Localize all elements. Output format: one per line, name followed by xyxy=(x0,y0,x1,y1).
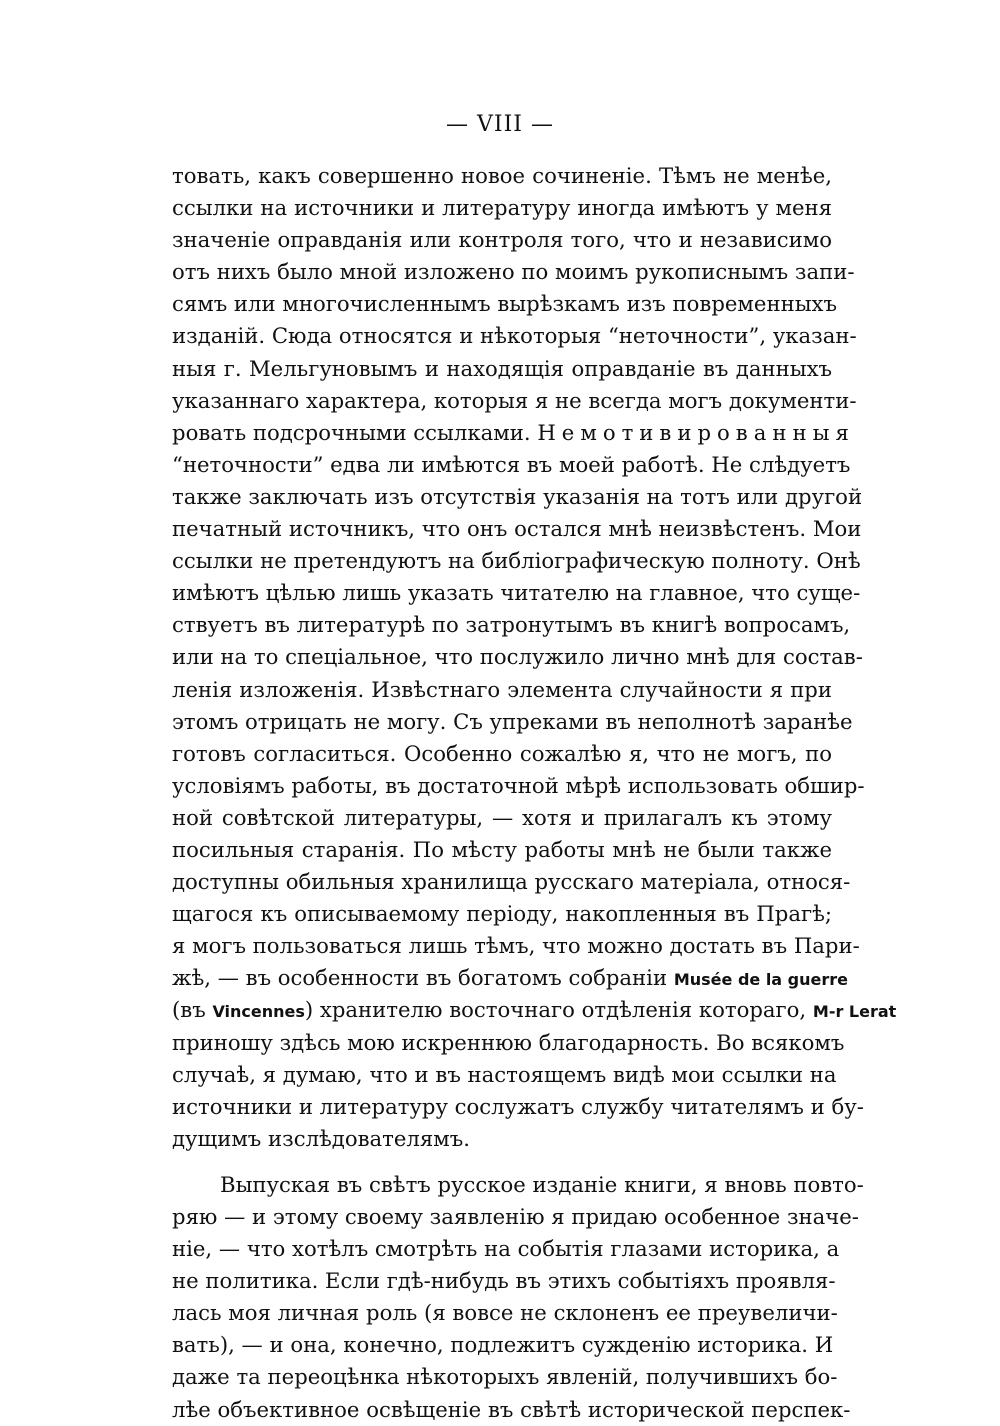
text-line: условіямъ работы, въ достаточной мѣрѣ использовать обшир- xyxy=(172,772,865,798)
body-text xyxy=(172,160,897,1426)
text-line: дущимъ изслѣдователямъ. xyxy=(172,1125,470,1151)
text-line: случаѣ, я думаю, что и въ настоящемъ видѣ мои ссылки на xyxy=(172,1061,837,1087)
text-line: “неточности” едва ли имѣются въ моей работѣ. Не слѣдуетъ xyxy=(172,451,851,477)
text-line: лась моя личная роль (я вовсе не склоненъ ее преувеличи- xyxy=(172,1300,838,1326)
text-line: указаннаго характера, которыя я не всегда могъ документи- xyxy=(172,387,857,413)
text-line xyxy=(172,962,848,994)
text-line xyxy=(172,994,897,1026)
text-line: товать, какъ совершенно новое сочиненіе. Тѣмъ не менѣе, xyxy=(172,163,832,188)
spaced-emphasis: Немотивированныя xyxy=(537,419,855,445)
text-line: ссылки не претендуютъ на библіографическую полноту. Онѣ xyxy=(172,548,861,574)
text-line: печатный источникъ, что онъ остался мнѣ неизвѣстенъ. Мои xyxy=(172,516,862,542)
text-line: не политика. Если гдѣ-нибудь въ этихъ событіяхъ проявля- xyxy=(172,1268,836,1294)
text-segment: ровать подсрочными ссылками. xyxy=(172,419,531,445)
text-line: приношу здѣсь мою искреннюю благодарность. Во всякомъ xyxy=(172,1029,845,1055)
text-segment: ) хранителю восточнаго отдѣленія котораго, xyxy=(304,997,807,1023)
text-line: щагося къ описываемому періоду, накопленныя въ Прагѣ; xyxy=(172,901,832,927)
paragraph-gap xyxy=(172,1155,832,1169)
latin-inline-text: M-r Lerat xyxy=(812,1002,897,1022)
text-segment: жѣ, — въ особенности въ богатомъ собраніи xyxy=(172,965,668,991)
text-line: посильныя старанія. По мѣсту работы мнѣ не были также xyxy=(172,836,832,862)
text-line: доступны обильныя хранилища русскаго матеріала, относя- xyxy=(172,869,851,895)
latin-inline-text: Musée de la guerre xyxy=(673,970,848,990)
text-line: ніе, — что хотѣлъ смотрѣть на событія глазами историка, а xyxy=(172,1236,840,1262)
text-line: лѣе объективное освѣщеніе въ свѣтѣ исторической перспек- xyxy=(172,1396,851,1422)
text-line: готовъ согласиться. Особенно сожалѣю я, что не могъ, по xyxy=(172,740,832,766)
text-line: вать), — и она, конечно, подлежитъ сужденію историка. И xyxy=(172,1332,834,1358)
text-line: ной совѣтской литературы, — хотя и прилагалъ къ этому xyxy=(172,804,832,830)
text-line: ствуетъ въ литературѣ по затронутымъ въ книгѣ вопросамъ, xyxy=(172,612,851,638)
text-line: источники и литературу сослужатъ службу читателямъ и бу- xyxy=(172,1093,864,1119)
text-line: ленія изложенія. Извѣстнаго элемента случайности я при xyxy=(172,676,832,702)
text-line: сямъ или многочисленнымъ вырѣзкамъ изъ повременныхъ xyxy=(172,291,837,317)
text-segment: (въ xyxy=(172,997,206,1023)
text-line: также заключать изъ отсутствія указанія на тотъ или другой xyxy=(172,483,863,509)
text-line: ссылки на источники и литературу иногда имѣютъ у меня xyxy=(172,195,832,221)
paragraph-1 xyxy=(172,160,897,1155)
text-line: даже та переоцѣнка нѣкоторыхъ явленій, получившихъ бо- xyxy=(172,1364,838,1390)
text-line: этомъ отрицать не могу. Съ упреками въ неполнотѣ заранѣе xyxy=(172,708,853,734)
text-line: я могъ пользоваться лишь тѣмъ, что можно достать въ Пари- xyxy=(172,933,860,959)
text-line: отъ нихъ было мной изложено по моимъ рукописнымъ запи- xyxy=(172,259,855,285)
text-line: или на то спеціальное, что послужило лично мнѣ для состав- xyxy=(172,644,863,670)
page-number: — VIII — xyxy=(446,112,554,137)
text-line: имѣютъ цѣлью лишь указать читателю на главное, что суще- xyxy=(172,580,861,606)
paragraph-2 xyxy=(172,1169,864,1426)
latin-inline-text: Vincennes xyxy=(212,1002,305,1022)
text-line xyxy=(172,417,855,449)
text-line: ныя г. Мельгуновымъ и находящія оправданіе въ данныхъ xyxy=(172,355,832,381)
text-line: ряю — и этому своему заявленію я придаю особенное значе- xyxy=(172,1204,859,1229)
text-line: Выпуская въ свѣтъ русское изданіе книги, я вновь повто- xyxy=(220,1171,864,1197)
text-line: изданій. Сюда относятся и нѣкоторыя “неточности”, указан- xyxy=(172,323,857,349)
text-line: значеніе оправданія или контроля того, что и независимо xyxy=(172,227,832,253)
